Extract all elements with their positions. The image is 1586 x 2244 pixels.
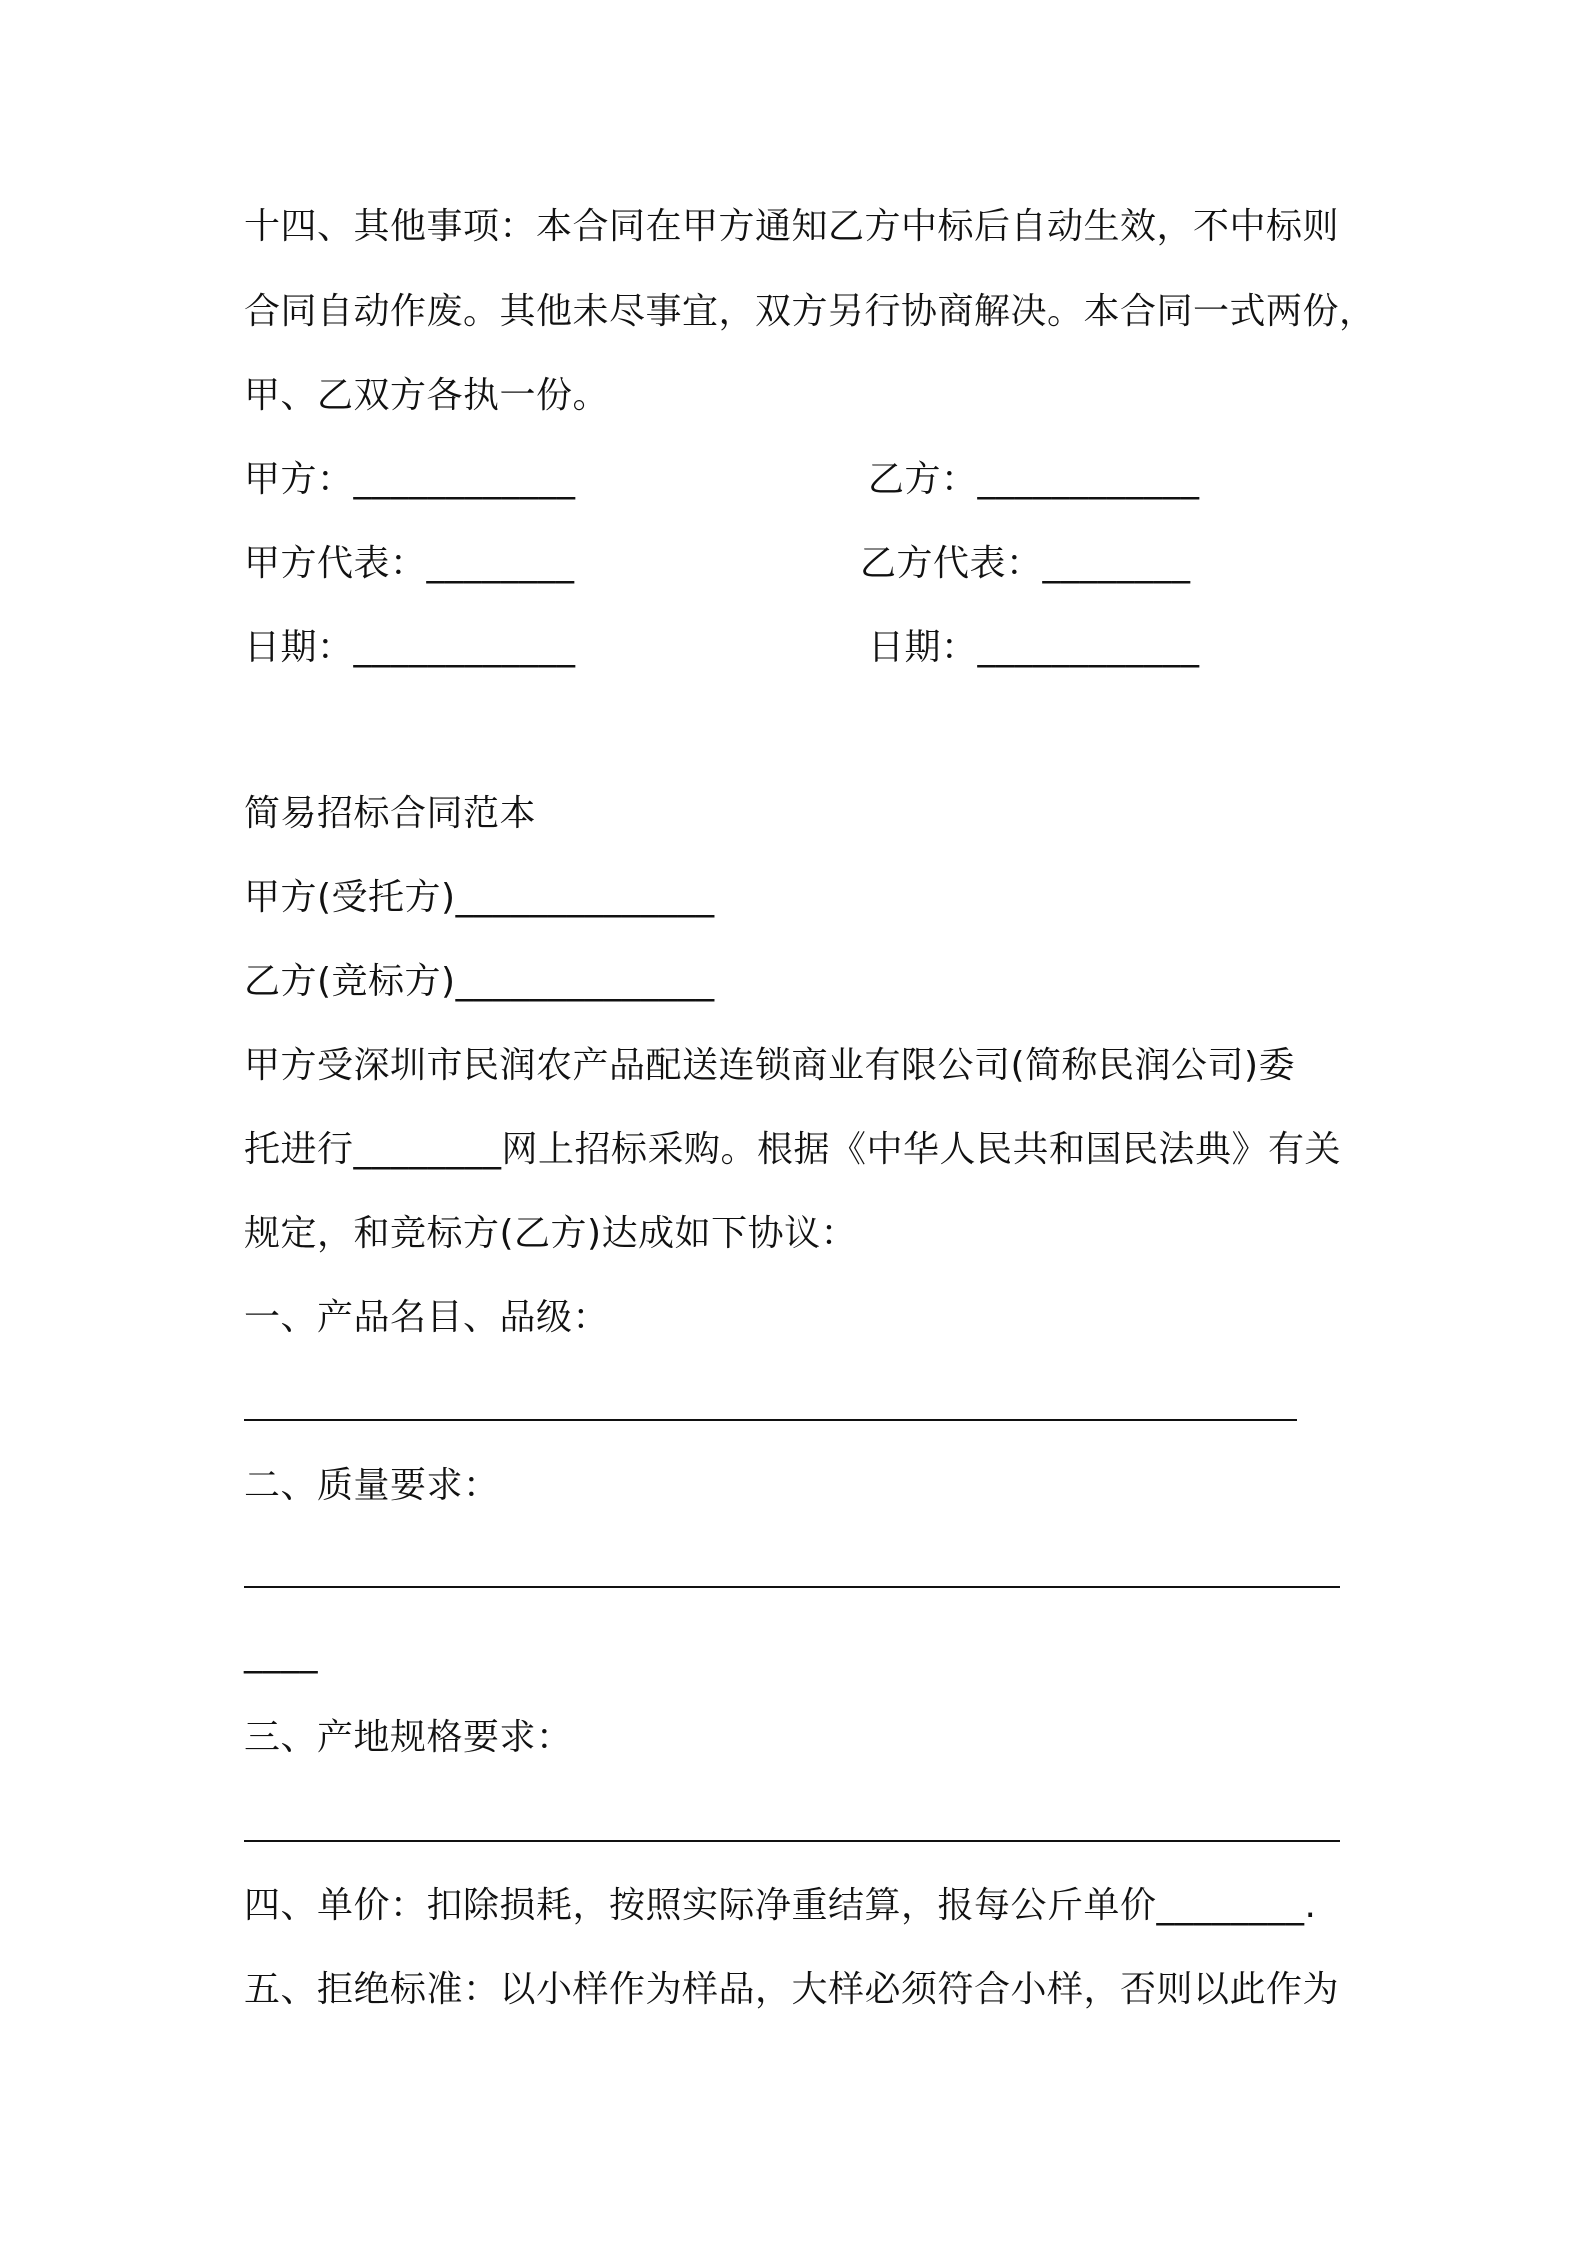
section-14-line-1: 十四、其他事项：本合同在甲方通知乙方中标后自动生效，不中标则	[244, 206, 1340, 247]
template-title: 简易招标合同范本	[244, 793, 537, 834]
party-a-signature: 甲方：____________	[244, 459, 576, 500]
item-3-blank-line	[244, 1840, 1340, 1842]
item-2-heading: 二、质量要求：	[244, 1465, 500, 1506]
intro-line-2: 托进行________网上招标采购。根据《中华人民共和国民法典》有关	[244, 1129, 1342, 1170]
item-2-blank-line	[244, 1586, 1340, 1588]
item-4-unit-price: 四、单价：扣除损耗，按照实际净重结算，报每公斤单价________.	[244, 1885, 1317, 1926]
section-14-line-2: 合同自动作废。其他未尽事宜，双方另行协商解决。本合同一式两份，	[244, 291, 1376, 332]
template-party-a: 甲方(受托方)______________	[244, 877, 715, 918]
item-5-rejection-standard: 五、拒绝标准：以小样作为样品，大样必须符合小样，否则以此作为	[244, 1969, 1340, 2010]
intro-line-3: 规定，和竞标方(乙方)达成如下协议：	[244, 1213, 858, 1254]
item-3-heading: 三、产地规格要求：	[244, 1717, 573, 1758]
party-a-representative: 甲方代表：________	[244, 543, 575, 584]
item-1-heading: 一、产品名目、品级：	[244, 1297, 610, 1338]
party-a-date: 日期：____________	[244, 627, 576, 668]
party-b-representative: 乙方代表：________	[860, 543, 1191, 584]
party-b-signature: 乙方：____________	[868, 459, 1200, 500]
party-b-date: 日期：____________	[868, 627, 1200, 668]
item-1-blank-line	[244, 1419, 1297, 1421]
intro-line-1: 甲方受深圳市民润农产品配送连锁商业有限公司(简称民润公司)委	[244, 1045, 1296, 1086]
item-2-blank-continuation: ____	[244, 1633, 318, 1674]
section-14-line-3: 甲、乙双方各执一份。	[244, 375, 610, 416]
template-party-b: 乙方(竞标方)______________	[244, 961, 715, 1002]
